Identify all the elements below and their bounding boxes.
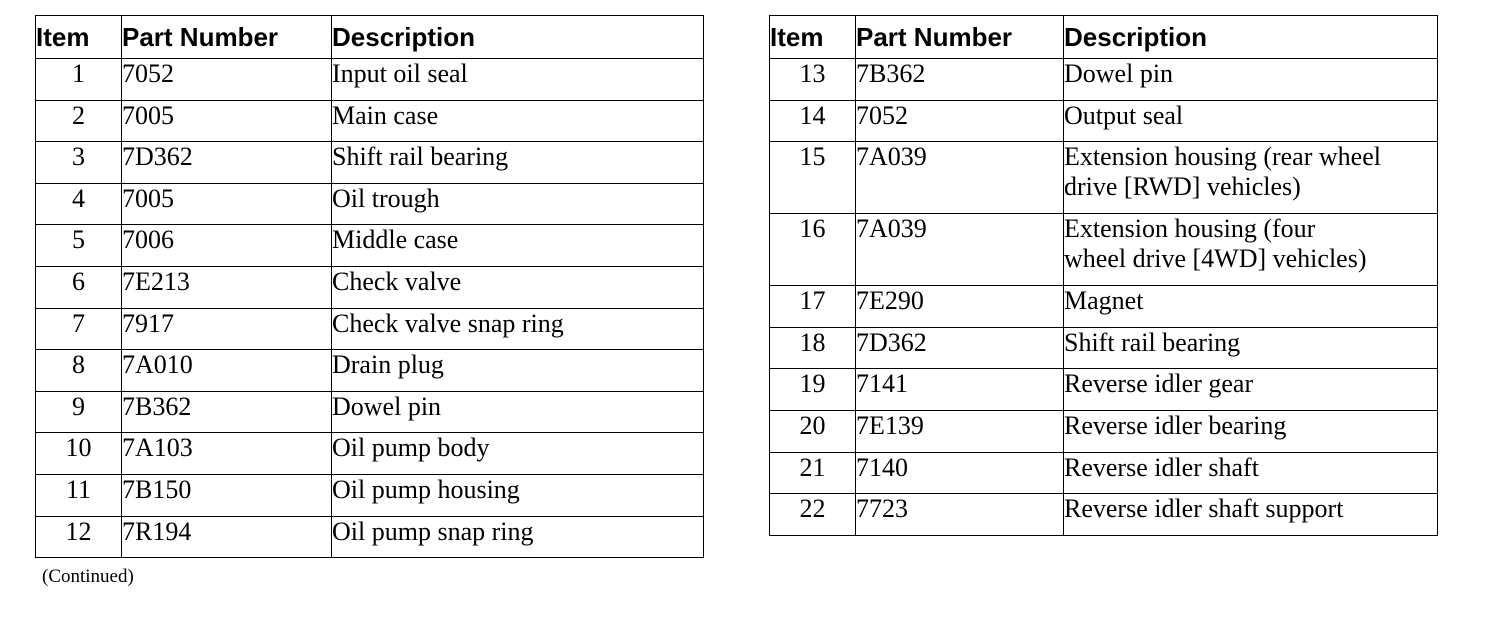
description-cell [1064, 286, 1438, 328]
item-number-cell: 22 [770, 494, 856, 536]
table-row [770, 410, 1438, 452]
description-cell [332, 516, 704, 558]
description-cell [332, 308, 704, 350]
part-number-cell: 7D362 [122, 142, 332, 184]
description-text-continued: wheel drive [4WD] vehicles) [1064, 244, 1367, 274]
table-header-row [36, 16, 704, 59]
description-text: Extension housing (rear wheel [1064, 142, 1381, 172]
continued-note: (Continued) [42, 566, 134, 587]
item-number-cell: 15 [770, 142, 856, 214]
description-cell [1064, 100, 1438, 142]
part-number-cell: 7B150 [122, 474, 332, 516]
table-row [36, 59, 704, 101]
table-row [36, 391, 704, 433]
table-row [36, 225, 704, 267]
description-cell [332, 225, 704, 267]
part-number-cell: 7141 [856, 369, 1064, 411]
part-number-cell: 7A103 [122, 433, 332, 475]
item-number-cell: 14 [770, 100, 856, 142]
part-number-cell: 7E213 [122, 266, 332, 308]
description-text: Check valve snap ring [332, 308, 564, 338]
description-cell [1064, 327, 1438, 369]
description-cell [332, 183, 704, 225]
description-cell [1064, 494, 1438, 536]
item-number-cell: 10 [36, 433, 122, 475]
table-row [36, 142, 704, 184]
table-row [36, 266, 704, 308]
part-number-cell: 7005 [122, 100, 332, 142]
item-number-cell: 20 [770, 410, 856, 452]
table-row [770, 452, 1438, 494]
description-text: Extension housing (four [1064, 214, 1316, 244]
description-cell [1064, 452, 1438, 494]
part-number-cell: 7B362 [856, 59, 1064, 101]
part-number-cell: 7723 [856, 494, 1064, 536]
column-header-description: Description [332, 16, 704, 59]
column-header-description: Description [1064, 16, 1438, 59]
table-row [36, 100, 704, 142]
item-number-cell: 11 [36, 474, 122, 516]
description-cell [1064, 410, 1438, 452]
item-number-cell: 21 [770, 452, 856, 494]
column-header-part-number: Part Number [122, 16, 332, 59]
description-cell [332, 59, 704, 101]
item-number-cell: 9 [36, 391, 122, 433]
description-text: Oil pump body [332, 433, 490, 463]
table-row [770, 369, 1438, 411]
description-cell [332, 474, 704, 516]
column-header-item: Item [770, 16, 856, 59]
part-number-cell: 7E290 [856, 286, 1064, 328]
part-number-cell: 7006 [122, 225, 332, 267]
column-header-item: Item [36, 16, 122, 59]
part-number-cell: 7140 [856, 452, 1064, 494]
description-text: Reverse idler bearing [1064, 410, 1287, 440]
description-text: Dowel pin [332, 391, 442, 421]
description-text: Drain plug [332, 350, 444, 380]
parts-table-left-body [36, 59, 704, 558]
column-header-part-number: Part Number [856, 16, 1064, 59]
item-number-cell: 19 [770, 369, 856, 411]
description-text: Reverse idler shaft support [1064, 494, 1344, 524]
description-cell [332, 142, 704, 184]
description-text: Magnet [1064, 286, 1144, 316]
description-cell [332, 391, 704, 433]
item-number-cell: 17 [770, 286, 856, 328]
description-text: Input oil seal [332, 59, 468, 88]
description-text: Oil pump snap ring [332, 516, 534, 546]
description-text-continued: drive [RWD] vehicles) [1064, 172, 1301, 202]
item-number-cell: 12 [36, 516, 122, 558]
description-text: Output seal [1064, 100, 1184, 130]
description-text: Oil pump housing [332, 474, 520, 504]
table-row [36, 308, 704, 350]
part-number-cell: 7D362 [856, 327, 1064, 369]
part-number-cell: 7R194 [122, 516, 332, 558]
description-cell [332, 433, 704, 475]
description-text: Main case [332, 100, 439, 130]
item-number-cell: 18 [770, 327, 856, 369]
part-number-cell: 7A039 [856, 214, 1064, 286]
description-text: Shift rail bearing [332, 142, 509, 172]
item-number-cell: 7 [36, 308, 122, 350]
table-row [36, 474, 704, 516]
description-text: Middle case [332, 225, 459, 255]
table-row [770, 214, 1438, 286]
part-number-cell: 7A039 [856, 142, 1064, 214]
item-number-cell: 16 [770, 214, 856, 286]
part-number-cell: 7052 [122, 59, 332, 101]
parts-table-right-body [770, 59, 1438, 536]
description-cell [332, 266, 704, 308]
table-row [770, 327, 1438, 369]
part-number-cell: 7005 [122, 183, 332, 225]
parts-table-right [769, 15, 1438, 536]
item-number-cell: 1 [36, 59, 122, 101]
parts-table-left [35, 15, 704, 558]
description-cell [1064, 214, 1438, 286]
description-text: Reverse idler gear [1064, 369, 1254, 399]
description-cell [1064, 59, 1438, 101]
part-number-cell: 7052 [856, 100, 1064, 142]
description-text: Check valve [332, 266, 462, 296]
table-row [770, 494, 1438, 536]
item-number-cell: 4 [36, 183, 122, 225]
table-row [36, 433, 704, 475]
item-number-cell: 6 [36, 266, 122, 308]
table-row [770, 142, 1438, 214]
part-number-cell: 7917 [122, 308, 332, 350]
description-text: Oil trough [332, 183, 440, 213]
part-number-cell: 7A010 [122, 350, 332, 392]
description-cell [332, 350, 704, 392]
table-row [770, 59, 1438, 101]
table-row [770, 286, 1438, 328]
description-cell [1064, 369, 1438, 411]
item-number-cell: 2 [36, 100, 122, 142]
description-cell [1064, 142, 1438, 214]
description-text: Reverse idler shaft [1064, 452, 1259, 482]
description-text: Shift rail bearing [1064, 327, 1241, 357]
description-cell [332, 100, 704, 142]
table-row [36, 516, 704, 558]
table-row [36, 350, 704, 392]
table-header-row [770, 16, 1438, 59]
part-number-cell: 7E139 [856, 410, 1064, 452]
item-number-cell: 5 [36, 225, 122, 267]
table-row [770, 100, 1438, 142]
table-row [36, 183, 704, 225]
part-number-cell: 7B362 [122, 391, 332, 433]
item-number-cell: 3 [36, 142, 122, 184]
item-number-cell: 13 [770, 59, 856, 101]
description-text: Dowel pin [1064, 59, 1174, 88]
item-number-cell: 8 [36, 350, 122, 392]
